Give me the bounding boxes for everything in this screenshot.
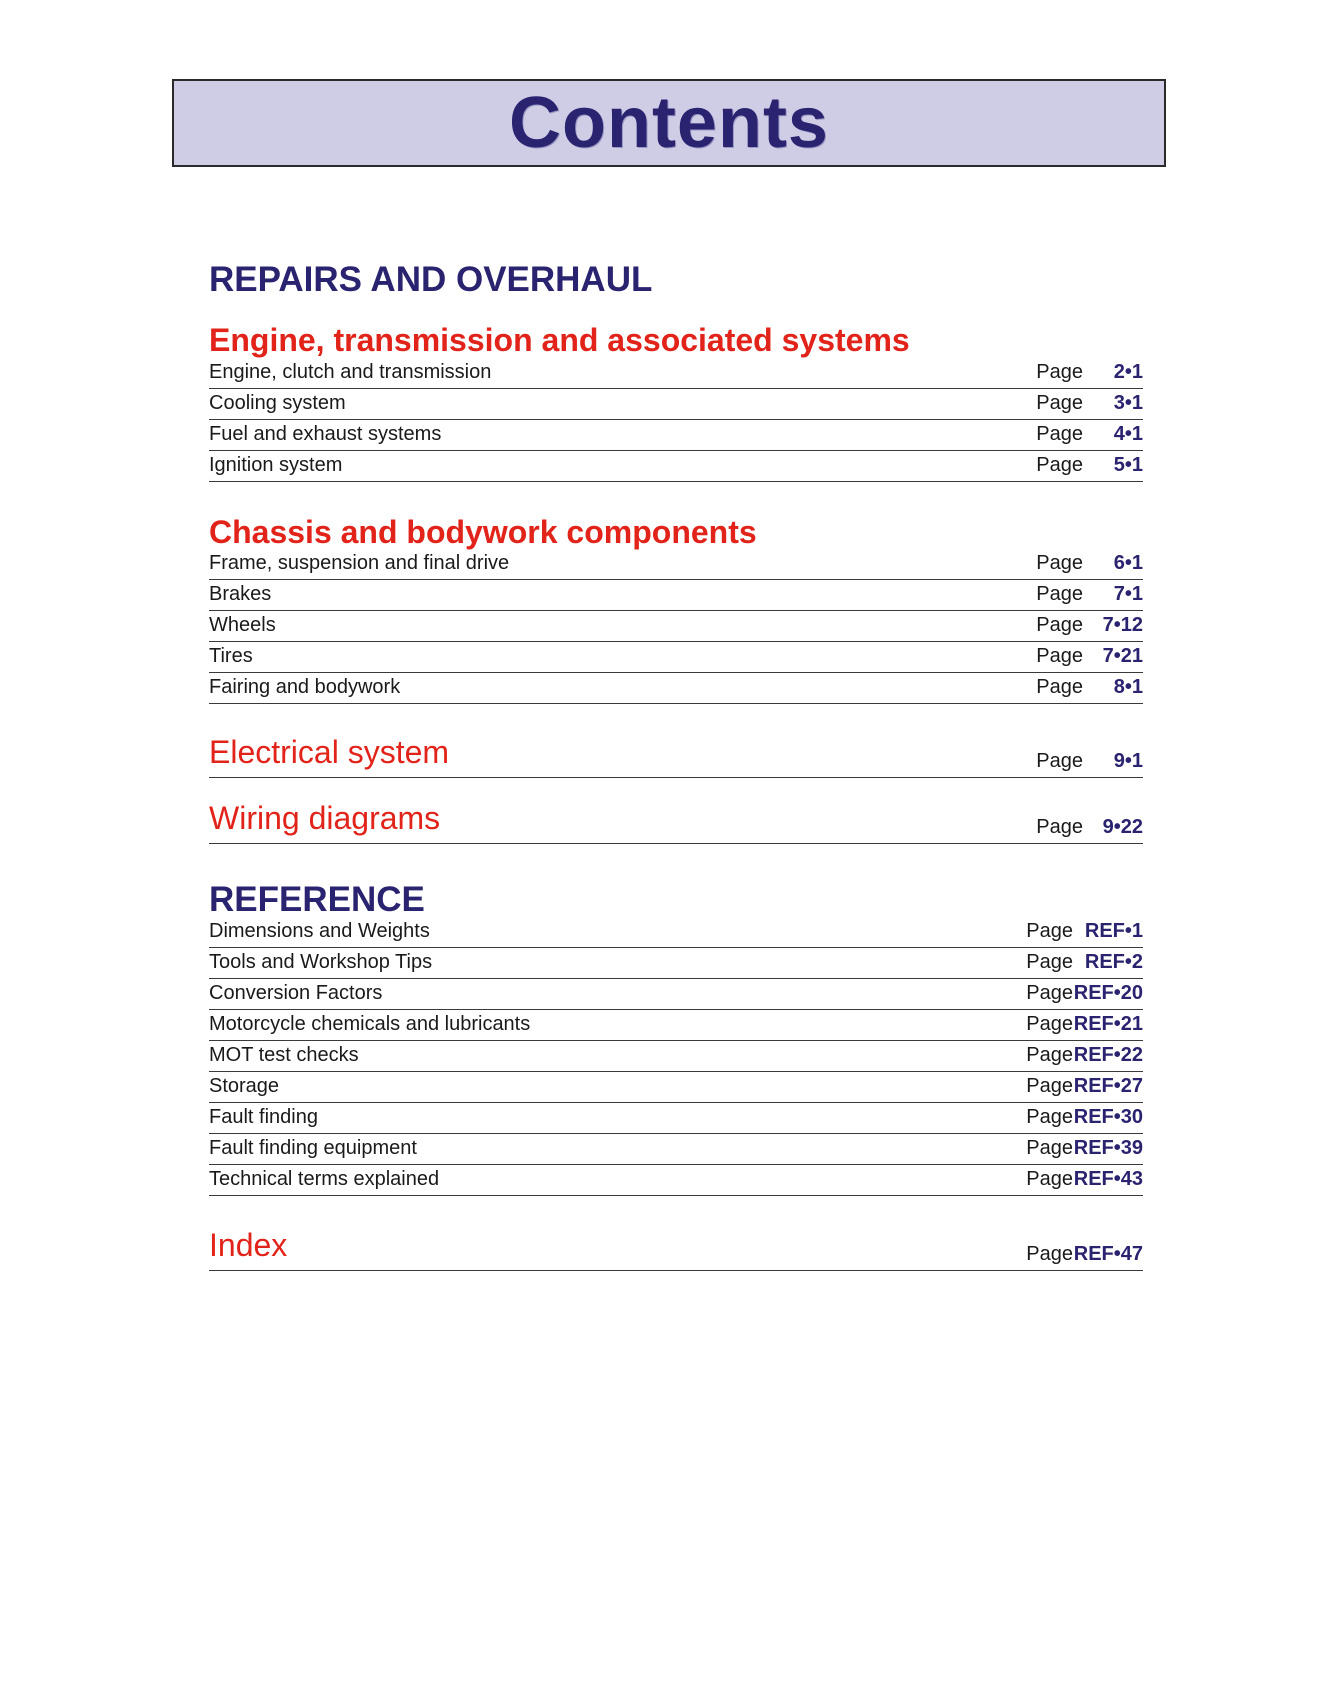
toc-entry[interactable] [209, 642, 1143, 673]
toc-entry-label: Tires [209, 645, 253, 667]
toc-entry-wiring[interactable] [209, 798, 1143, 844]
toc-page-word: Page [1026, 982, 1073, 1004]
toc-entry-label: Wheels [209, 614, 276, 636]
toc-page-number: REF•1 [1084, 920, 1143, 942]
toc-entry[interactable] [209, 1134, 1143, 1165]
toc-entry-label: Index [209, 1227, 288, 1263]
toc-page-word: Page [1036, 392, 1083, 414]
toc-entry-label: Fuel and exhaust systems [209, 423, 442, 445]
toc-page-number: 8•1 [1113, 676, 1143, 698]
toc-entry-label: Motorcycle chemicals and lubricants [209, 1013, 531, 1035]
engine-heading: Engine, transmission and associated systems [209, 322, 910, 358]
toc-page-number: 2•1 [1113, 361, 1143, 383]
toc-entry-label: Conversion Factors [209, 982, 383, 1004]
toc-page-number: REF•47 [1073, 1243, 1143, 1265]
toc-entry-label: Technical terms explained [209, 1168, 440, 1190]
toc-entry[interactable] [209, 1165, 1143, 1196]
toc-entry[interactable] [209, 451, 1143, 482]
toc-entry-label: Fault finding equipment [209, 1137, 417, 1159]
toc-entry[interactable] [209, 979, 1143, 1010]
toc-page-word: Page [1026, 1044, 1073, 1066]
page-title: Contents [509, 83, 829, 163]
toc-entry-label: MOT test checks [209, 1044, 359, 1066]
toc-page-number: 7•1 [1113, 583, 1143, 605]
toc-entry[interactable] [209, 948, 1143, 979]
toc-entry[interactable] [209, 1072, 1143, 1103]
toc-page-number: 3•1 [1113, 392, 1143, 414]
toc-page-number: 4•1 [1113, 423, 1143, 445]
toc-page-number: 5•1 [1113, 454, 1143, 476]
toc-page-number: 6•1 [1113, 552, 1143, 574]
toc-entry-label: Electrical system [209, 734, 450, 770]
toc-entry-label: Frame, suspension and final drive [209, 552, 510, 574]
toc-entry[interactable] [209, 358, 1143, 389]
toc-entry-label: Dimensions and Weights [209, 920, 430, 942]
toc-page-number: REF•30 [1073, 1106, 1143, 1128]
toc-page-number: REF•2 [1084, 951, 1143, 973]
toc-entry-label: Brakes [209, 583, 272, 605]
toc-entry-label: Tools and Workshop Tips [209, 951, 433, 973]
toc-page-word: Page [1026, 951, 1073, 973]
title-banner [172, 79, 1166, 167]
toc-page-word: Page [1036, 361, 1083, 383]
toc-entry-label: Ignition system [209, 454, 343, 476]
toc-page-word: Page [1036, 645, 1083, 667]
toc-page-number: REF•39 [1073, 1137, 1143, 1159]
toc-page-number: 9•22 [1102, 816, 1143, 838]
toc-page-word: Page [1026, 1137, 1073, 1159]
repairs-heading: REPAIRS AND OVERHAUL [209, 260, 653, 299]
toc-entry[interactable] [209, 420, 1143, 451]
toc-entry[interactable] [209, 580, 1143, 611]
toc-page-word: Page [1036, 816, 1083, 838]
toc-entry[interactable] [209, 1041, 1143, 1072]
toc-entry-label: Fairing and bodywork [209, 676, 401, 698]
toc-page-word: Page [1036, 583, 1083, 605]
toc-page-number: REF•43 [1073, 1168, 1143, 1190]
toc-page-number: REF•27 [1073, 1075, 1143, 1097]
toc-entry-label: Cooling system [209, 392, 346, 414]
toc-page-word: Page [1036, 750, 1083, 772]
toc-entry-label: Fault finding [209, 1106, 318, 1128]
toc-page-word: Page [1026, 1075, 1073, 1097]
toc-page-word: Page [1036, 676, 1083, 698]
reference-heading: REFERENCE [209, 880, 425, 919]
toc-entry-index[interactable] [209, 1225, 1143, 1271]
toc-entry[interactable] [209, 1010, 1143, 1041]
toc-entry[interactable] [209, 917, 1143, 948]
toc-page-number: REF•20 [1073, 982, 1143, 1004]
toc-page-word: Page [1026, 1013, 1073, 1035]
toc-page-word: Page [1036, 454, 1083, 476]
toc-page-word: Page [1026, 1168, 1073, 1190]
toc-page-word: Page [1026, 1243, 1073, 1265]
toc-entry-electrical[interactable] [209, 732, 1143, 778]
toc-page-number: 9•1 [1113, 750, 1143, 772]
toc-entry[interactable] [209, 611, 1143, 642]
toc-entry-label: Engine, clutch and transmission [209, 361, 492, 383]
toc-entry[interactable] [209, 549, 1143, 580]
toc-page-word: Page [1036, 423, 1083, 445]
toc-page-word: Page [1026, 920, 1073, 942]
toc-entry[interactable] [209, 1103, 1143, 1134]
chassis-heading: Chassis and bodywork components [209, 514, 757, 550]
toc-page-word: Page [1036, 614, 1083, 636]
toc-page-number: REF•21 [1073, 1013, 1143, 1035]
toc-page-number: 7•21 [1102, 645, 1143, 667]
toc-entry-label: Storage [209, 1075, 280, 1097]
toc-entry[interactable] [209, 389, 1143, 420]
toc-page-word: Page [1026, 1106, 1073, 1128]
toc-entry-label: Wiring diagrams [209, 800, 441, 836]
toc-page-word: Page [1036, 552, 1083, 574]
toc-entry[interactable] [209, 673, 1143, 704]
toc-page-number: 7•12 [1102, 614, 1143, 636]
toc-page-number: REF•22 [1073, 1044, 1143, 1066]
